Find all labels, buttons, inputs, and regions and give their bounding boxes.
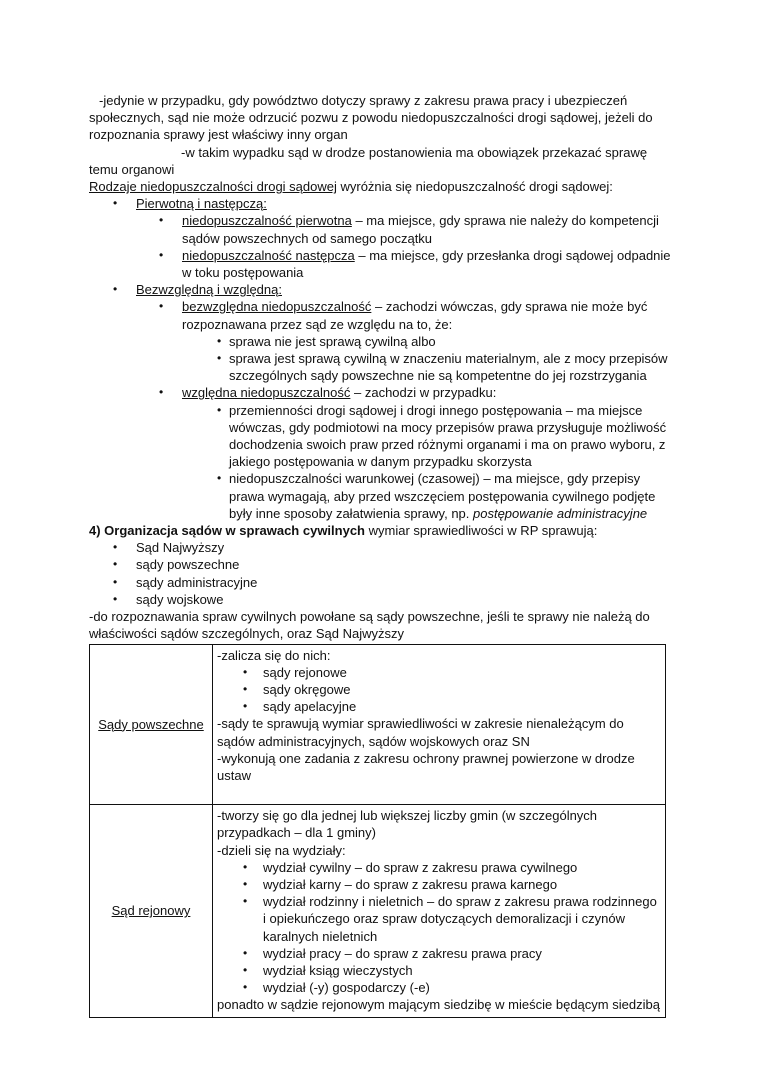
detail-list — [89, 333, 674, 385]
cell-text: -tworzy się go dla jednej lub większej liczby gmin (w szczególnych przypadkach – dla 1 gminy) — [217, 808, 598, 841]
term-desc: – zachodzi w przypadku: — [350, 385, 497, 401]
types-heading-line — [89, 178, 674, 195]
list-item: • sądy powszechne — [89, 556, 674, 573]
list-item — [89, 212, 674, 246]
list-item: • przemienności drogi sądowej i drogi innego postępowania – ma miejsce wówczas, gdy podmiotowi na mocy przepisów prawa przysługuje możliwość dochodzenia swoich praw przed różnymi organami i ma on prawo wyboru, z jakiego postępowania w danym przypadku skorzysta — [89, 402, 674, 471]
term: względna niedopuszczalność — [182, 385, 351, 401]
list-item: • sądy rejonowe — [217, 664, 661, 681]
intro-paragraph-2-cont: temu organowi — [89, 161, 175, 177]
list-item: • sprawa nie jest sprawą cywilną albo — [89, 333, 674, 350]
term-desc: – zachodzi wówczas, gdy sprawa nie może być rozpoznawana przez sąd ze względu na to, że: — [182, 299, 648, 332]
list-item — [89, 281, 674, 298]
subtypes-list — [89, 384, 674, 401]
list-item: • wydział rodzinny i nieletnich – do spraw z zakresu prawa rodzinnego i opiekuńczego oraz spraw dotyczących demoralizacji i czynów karalnych nieletnich — [217, 893, 661, 945]
list-item: • sprawa jest sprawą cywilną w znaczeniu materialnym, ale z mocy przepisów szczególnych sądy powszechne nie są kompetentne do jej rozstrzygania — [89, 350, 674, 384]
group-label-colon: : — [278, 282, 282, 298]
cell-list — [217, 664, 661, 716]
term: niedopuszczalność następcza — [182, 247, 355, 263]
group-label: Bezwzględną i względną — [136, 282, 279, 298]
row-content — [213, 805, 666, 1017]
intro-paragraph-2: -w takim wypadku sąd w drodze postanowienia ma obowiązek przekazać sprawę — [181, 144, 648, 160]
cell-text: ponadto w sądzie rejonowym mającym siedzibę w mieście będącym siedzibą — [217, 997, 660, 1013]
group-label: Pierwotną i następczą — [136, 196, 264, 212]
document-page — [89, 92, 674, 1018]
list-item: • wydział (-y) gospodarczy (-e) — [217, 979, 661, 996]
list-item: • wydział pracy – do spraw z zakresu prawa pracy — [217, 945, 661, 962]
cell-list — [217, 859, 661, 997]
list-item: • sądy wojskowe — [89, 591, 674, 608]
row-header — [90, 805, 213, 1017]
term: niedopuszczalność pierwotna — [182, 213, 352, 229]
list-item: • wydział cywilny – do spraw z zakresu prawa cywilnego — [217, 859, 661, 876]
courts-note: -do rozpoznawania spraw cywilnych powołane są sądy powszechne, jeśli te sprawy nie należą do właściwości sądów szczególnych, oraz Sąd Najwyższy — [89, 609, 650, 642]
list-item — [89, 298, 674, 332]
courts-list — [89, 539, 674, 608]
list-item: • wydział ksiąg wieczystych — [217, 962, 661, 979]
types-heading: Rodzaje niedopuszczalności drogi sądowej — [89, 179, 337, 195]
list-item: • wydział karny – do spraw z zakresu prawa karnego — [217, 876, 661, 893]
table-row — [90, 644, 666, 805]
intro-paragraph: -jedynie w przypadku, gdy powództwo dotyczy sprawy z zakresu prawa pracy i ubezpieczeń społecznych, sąd nie może odrzucić pozwu z powodu niedopuszczalności drogi sądowej, jeżeli do rozpoznania sprawy jest właściwy inny organ — [89, 93, 653, 143]
list-item — [89, 247, 674, 281]
types-list — [89, 195, 674, 212]
section-heading: 4) Organizacja sądów w sprawach cywilnych — [89, 523, 365, 539]
cell-text: -dzieli się na wydziały: — [217, 842, 346, 858]
subtypes-list — [89, 212, 674, 281]
row-header-label: Sądy powszechne — [98, 716, 204, 732]
list-item: • Sąd Najwyższy — [89, 539, 674, 556]
term: bezwzględna niedopuszczalność — [182, 299, 372, 315]
section-heading-rest: wymiar sprawiedliwości w RP sprawują: — [365, 523, 598, 539]
cell-text: -zalicza się do nich: — [217, 647, 331, 663]
list-item — [89, 470, 674, 522]
group-label-colon: : — [263, 196, 267, 212]
types-list — [89, 281, 674, 298]
table-row — [90, 805, 666, 1017]
detail-list — [89, 402, 674, 522]
row-header-label: Sąd rejonowy — [111, 903, 191, 919]
row-header — [90, 644, 213, 805]
row-content — [213, 644, 666, 805]
detail-text: niedopuszczalności warunkowej (czasowej) – ma miejsce, gdy przepisy prawa wymagają, aby przed wszczęciem postępowania cywilnego podjęte były inne sposoby załatwienia sprawy, np. — [229, 471, 656, 521]
section-heading-line — [89, 522, 674, 539]
detail-italic: postępowanie administracyjne — [473, 505, 648, 521]
types-heading-rest: wyróżnia się niedopuszczalność drogi sądowej: — [336, 179, 613, 195]
list-item: • sądy administracyjne — [89, 574, 674, 591]
courts-table — [89, 644, 666, 1018]
cell-text: -sądy te sprawują wymiar sprawiedliwości w zakresie nienależącym do sądów administracyjnych, sądów wojskowych oraz SN — [217, 716, 624, 749]
cell-text: -wykonują one zadania z zakresu ochrony prawnej powierzone w drodze ustaw — [217, 750, 635, 783]
list-item: • sądy apelacyjne — [217, 698, 661, 715]
list-item — [89, 384, 674, 401]
term-desc: – ma miejsce, gdy sprawa nie należy do kompetencji sądów powszechnych od samego początku — [182, 213, 659, 246]
list-item: • sądy okręgowe — [217, 681, 661, 698]
term-desc: – ma miejsce, gdy przesłanka drogi sądowej odpadnie w toku postępowania — [182, 247, 671, 281]
list-item — [89, 195, 674, 212]
subtypes-list — [89, 298, 674, 332]
